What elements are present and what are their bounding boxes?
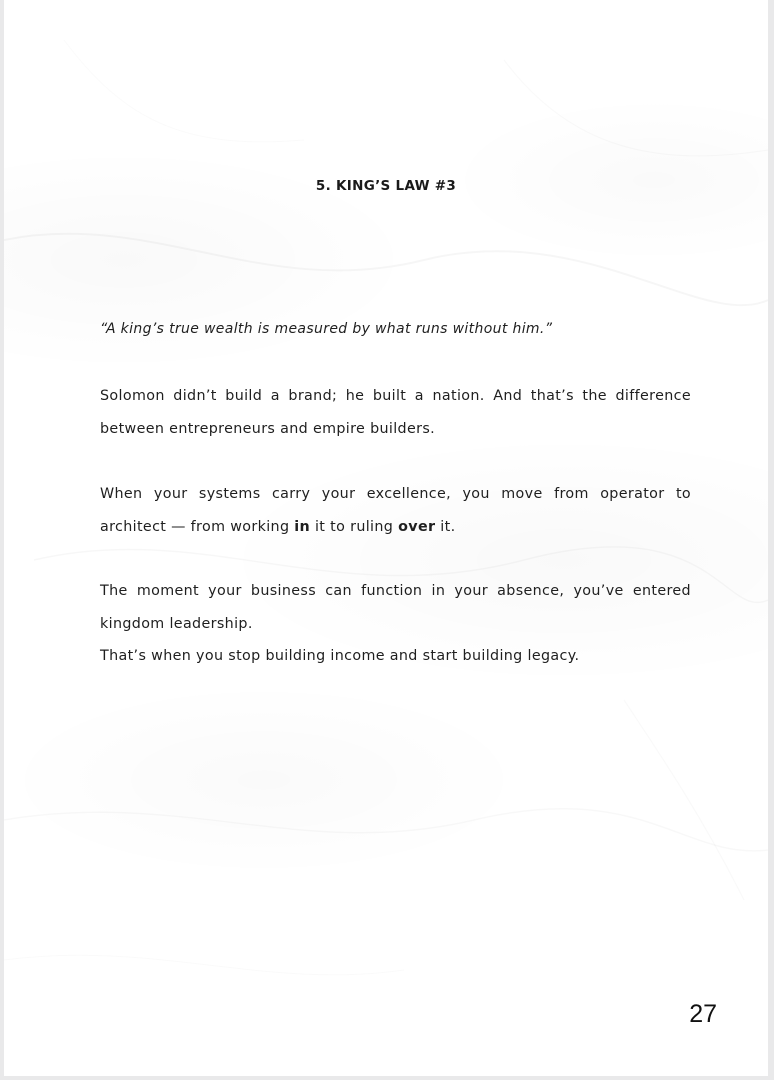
paragraph-1-line-2: between entrepreneurs and empire builders. bbox=[100, 420, 436, 437]
paragraph-2-text-start: architect — from working bbox=[100, 518, 295, 535]
paragraph-3 bbox=[100, 575, 691, 673]
paragraph-1-line-1: Solomon didn’t build a brand; he built a nation. And that’s the difference bbox=[100, 388, 691, 404]
document-page bbox=[4, 0, 768, 1076]
paragraph-2-line-1: When your systems carry your excellence, you move from operator to bbox=[100, 486, 691, 502]
paragraph-2-text-end: it. bbox=[435, 518, 456, 535]
paragraph-2-text-mid: it to ruling bbox=[310, 518, 399, 535]
page-number: 27 bbox=[689, 1000, 717, 1028]
chapter-heading: 5. KING’S LAW #3 bbox=[315, 178, 457, 194]
paragraph-2 bbox=[100, 478, 691, 543]
paragraph-2-line-2 bbox=[100, 511, 691, 544]
paragraph-3-line-3: That’s when you stop building income and start building legacy. bbox=[100, 648, 580, 664]
emphasis-over: over bbox=[398, 518, 436, 535]
paragraph-1 bbox=[100, 380, 691, 445]
epigraph-quote: “A king’s true wealth is measured by what runs without him.” bbox=[100, 321, 553, 337]
paragraph-3-line-1: The moment your business can function in your absence, you’ve entered bbox=[100, 583, 691, 599]
paragraph-3-line-2: kingdom leadership. bbox=[100, 615, 253, 632]
emphasis-in: in bbox=[294, 518, 311, 535]
